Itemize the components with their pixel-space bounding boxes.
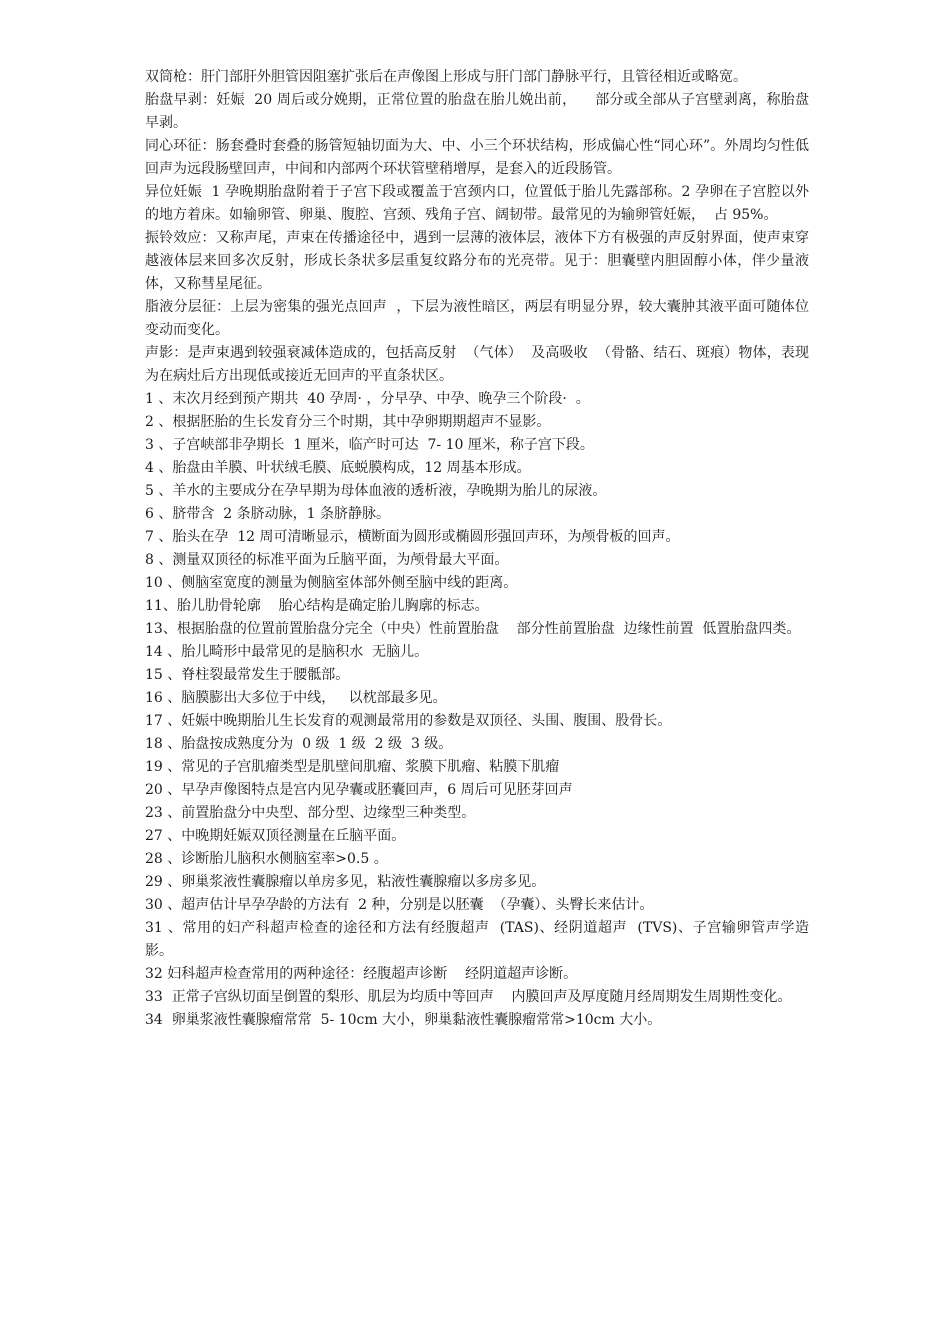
list-item-30: 30 、超声估计早孕孕龄的方法有 2 种，分别是以胚囊 （孕囊）、头臀长来估计。 <box>145 897 654 913</box>
list-item-10: 10 、侧脑室宽度的测量为侧脑室体部外侧至脑中线的距离。 <box>145 575 518 591</box>
list-item-15: 15 、脊柱裂最常发生于腰骶部。 <box>145 667 350 683</box>
list-item-28: 28 、诊断胎儿脑积水侧脑室率>0.5 。 <box>145 851 388 867</box>
definition-acoustic-shadow: 声影：是声束遇到较强衰减体造成的，包括高反射 （气体） 及高吸收 （骨骼、结石、斑痕）物体，表现为在病灶后方出现低或接近无回声的平直条状区。 <box>145 345 809 384</box>
list-item-4: 4 、胎盘由羊膜、叶状绒毛膜、底蜕膜构成，12 周基本形成。 <box>145 460 531 476</box>
list-item-1: 1 、末次月经到预产期共 40 孕周· ，分早孕、中孕、晚孕三个阶段· 。 <box>145 391 590 407</box>
document-body <box>145 66 809 1032</box>
list-item-29: 29 、卵巢浆液性囊腺瘤以单房多见，粘液性囊腺瘤以多房多见。 <box>145 874 546 890</box>
list-item-8: 8 、测量双顶径的标准平面为丘脑平面，为颅骨最大平面。 <box>145 552 509 568</box>
list-item-6: 6 、脐带含 2 条脐动脉，1 条脐静脉。 <box>145 506 390 522</box>
list-item-5: 5 、羊水的主要成分在孕早期为母体血液的透析液，孕晚期为胎儿的尿液。 <box>145 483 607 499</box>
list-item-34: 34 卵巢浆液性囊腺瘤常常 5- 10cm 大小，卵巢黏液性囊腺瘤常常>10cm 大小。 <box>145 1012 662 1028</box>
list-item-27: 27 、中晚期妊娠双顶径测量在丘脑平面。 <box>145 828 406 844</box>
list-item-20: 20 、早孕声像图特点是宫内见孕囊或胚囊回声，6 周后可见胚芽回声 <box>145 782 573 798</box>
list-item-7: 7 、胎头在孕 12 周可清晰显示，横断面为圆形或椭圆形强回声环，为颅骨板的回声。 <box>145 529 680 545</box>
definition-target-sign: 同心环征：肠套叠时套叠的肠管短轴切面为大、中、小三个环状结构，形成偏心性“同心环”。外周均匀性低回声为远段肠壁回声，中间和内部两个环状管壁稍增厚，是套入的近段肠管。 <box>145 138 809 177</box>
list-item-31: 31 、常用的妇产科超声检查的途径和方法有经腹超声 (TAS)、经阴道超声 (TVS)、子宫输卵管声学造影。 <box>145 920 809 959</box>
definition-ring-down-artifact: 振铃效应：又称声尾，声束在传播途径中，遇到一层薄的液体层，液体下方有极强的声反射界面，使声束穿越液体层来回多次反射，形成长条状多层重复纹路分布的光亮带。见于：胆囊壁内胆固醇小体，伴少量液体，又称彗星尾征。 <box>145 230 809 292</box>
definition-fat-fluid-level: 脂液分层征：上层为密集的强光点回声 ，下层为液性暗区，两层有明显分界，较大囊肿其液平面可随体位变动而变化。 <box>145 299 809 338</box>
list-item-18: 18 、胎盘按成熟度分为 0 级 1 级 2 级 3 级。 <box>145 736 453 752</box>
list-item-23: 23 、前置胎盘分中央型、部分型、边缘型三种类型。 <box>145 805 476 821</box>
definition-placental-abruption: 胎盘早剥：妊娠 20 周后或分娩期，正常位置的胎盘在胎儿娩出前， 部分或全部从子宫壁剥离，称胎盘早剥。 <box>145 92 809 131</box>
definition-shuangtongqiang: 双筒枪：肝门部肝外胆管因阻塞扩张后在声像图上形成与肝门部门静脉平行，且管径相近或略宽。 <box>145 69 747 85</box>
list-item-13: 13、根据胎盘的位置前置胎盘分完全（中央）性前置胎盘 部分性前置胎盘 边缘性前置 低置胎盘四类。 <box>145 621 801 637</box>
list-item-17: 17 、妊娠中晚期胎儿生长发育的观测最常用的参数是双顶径、头围、腹围、股骨长。 <box>145 713 672 729</box>
list-item-19: 19 、常见的子宫肌瘤类型是肌壁间肌瘤、浆膜下肌瘤、粘膜下肌瘤 <box>145 759 560 775</box>
list-item-16: 16 、脑膜膨出大多位于中线， 以枕部最多见。 <box>145 690 447 706</box>
list-item-33: 33 正常子宫纵切面呈倒置的梨形、肌层为均质中等回声 内膜回声及厚度随月经周期发生周期性变化。 <box>145 989 792 1005</box>
list-item-14: 14 、胎儿畸形中最常见的是脑积水 无脑儿。 <box>145 644 429 660</box>
list-item-2: 2 、根据胚胎的生长发育分三个时期，其中孕卵期期超声不显影。 <box>145 414 551 430</box>
list-item-3: 3 、子宫峡部非孕期长 1 厘米，临产时可达 7- 10 厘米，称子宫下段。 <box>145 437 594 453</box>
list-item-32: 32 妇科超声检查常用的两种途径：经腹超声诊断 经阴道超声诊断。 <box>145 966 578 982</box>
definition-ectopic-pregnancy: 异位妊娠 1 孕晚期胎盘附着于子宫下段或覆盖于宫颈内口，位置低于胎儿先露部称。2 孕卵在子宫腔以外的地方着床。如输卵管、卵巢、腹腔、宫颈、残角子宫、阔韧带。最常见的为输卵管妊娠， 占 95%。 <box>145 184 809 223</box>
list-item-11: 11、胎儿肋骨轮廓 胎心结构是确定胎儿胸廓的标志。 <box>145 598 489 614</box>
